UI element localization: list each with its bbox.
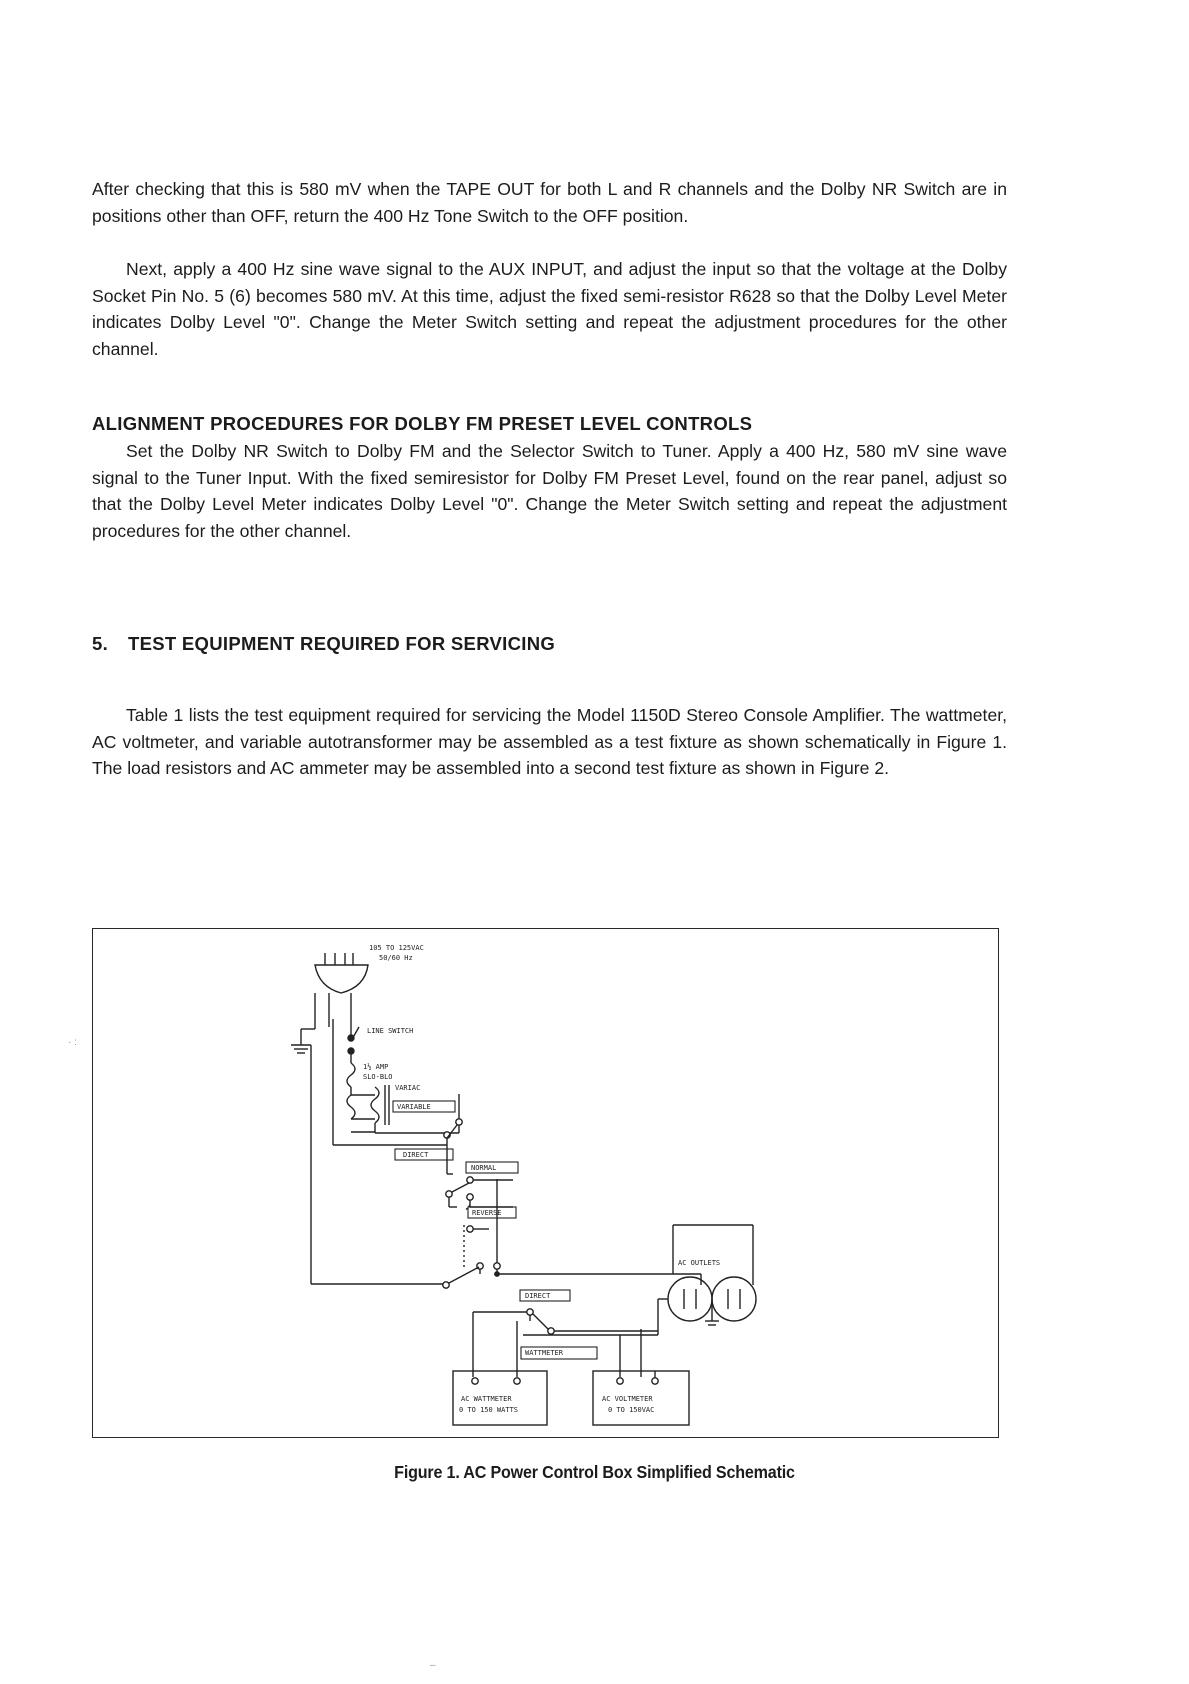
normal-reverse-switch bbox=[446, 1177, 513, 1211]
scan-speck: – bbox=[430, 1660, 436, 1671]
wattmeter-label: WATTMETER bbox=[525, 1349, 563, 1357]
line-switch-icon bbox=[348, 1027, 359, 1054]
variable-label: VARIABLE bbox=[397, 1103, 431, 1111]
section-title: TEST EQUIPMENT REQUIRED FOR SERVICING bbox=[128, 633, 556, 654]
normal-label: NORMAL bbox=[471, 1164, 497, 1172]
reverse-label: REVERSE bbox=[472, 1209, 502, 1217]
fuse-icon bbox=[347, 1054, 355, 1095]
schematic-diagram bbox=[93, 929, 998, 1437]
heading-section-5 bbox=[92, 633, 555, 655]
figure-1-schematic bbox=[92, 928, 999, 1438]
ac-wattmeter-label: AC WATTMETER bbox=[461, 1395, 512, 1403]
direct-wattmeter-switch bbox=[443, 1225, 701, 1288]
plug-voltage-label: 105 TO 125VAC bbox=[369, 944, 424, 952]
ac-outlets-icon bbox=[523, 1225, 756, 1335]
ac-voltmeter-label: AC VOLTMETER bbox=[602, 1395, 653, 1403]
ac-outlets-label: AC OUTLETS bbox=[678, 1259, 721, 1267]
direct-label-2: DIRECT bbox=[525, 1292, 551, 1300]
variac-label: VARIAC bbox=[395, 1084, 421, 1092]
paragraph-test-equipment: Table 1 lists the test equipment required for servicing the Model 1150D Stereo Console Amplifier. The wattmeter, AC voltmeter, and variable autotransformer may be assembled as a test fixture as shown schematically in Figure 1. The load resistors and AC ammeter may be assembled into a second test fixture as shown in Figure 2. bbox=[92, 705, 1007, 778]
plug-frequency-label: 50/60 Hz bbox=[379, 954, 413, 962]
fuse-rating-label: 1½ AMP bbox=[363, 1063, 389, 1071]
section-number: 5. bbox=[92, 633, 109, 654]
heading-alignment-procedures: ALIGNMENT PROCEDURES FOR DOLBY FM PRESET LEVEL CONTROLS bbox=[92, 413, 753, 434]
line-switch-label: LINE SWITCH bbox=[367, 1027, 414, 1035]
variac-icon bbox=[347, 1085, 389, 1133]
paragraph-dolby-fm-preset: Set the Dolby NR Switch to Dolby FM and the Selector Switch to Tuner. Apply a 400 Hz, 580 mV sine wave signal to the Tuner Input. With the fixed semiresistor for Dolby FM Preset Level, found on the rear panel, adjust so that the Dolby Level Meter indicates Dolby Level "0". Change the Meter Switch setting and repeat the adjustment procedures for the other channel. bbox=[92, 441, 1007, 541]
ac-plug-icon bbox=[315, 953, 368, 1027]
ac-voltmeter-range: 0 TO 150VAC bbox=[608, 1406, 655, 1414]
figure-1-caption: Figure 1. AC Power Control Box Simplified Schematic bbox=[394, 1462, 795, 1482]
fuse-type-label: SLO-BLO bbox=[363, 1073, 393, 1081]
direct-label-1: DIRECT bbox=[403, 1151, 429, 1159]
paragraph-aux-input-adjust: Next, apply a 400 Hz sine wave signal to the AUX INPUT, and adjust the input so that the voltage at the Dolby Socket Pin No. 5 (6) becomes 580 mV. At this time, adjust the fixed semi-resistor R628 so that the Dolby Level Meter indicates Dolby Level "0". Change the Meter Switch setting and repeat the adjustment procedures for the other channel. bbox=[92, 259, 1007, 359]
ground-icon bbox=[291, 993, 315, 1053]
scan-speck: · : bbox=[68, 1037, 77, 1048]
ac-wattmeter-range: 0 TO 150 WATTS bbox=[459, 1406, 519, 1414]
paragraph-tape-out-check: After checking that this is 580 mV when the TAPE OUT for both L and R channels and the Dolby NR Switch are in positions other than OFF, return the 400 Hz Tone Switch to the OFF position. bbox=[92, 179, 1007, 226]
